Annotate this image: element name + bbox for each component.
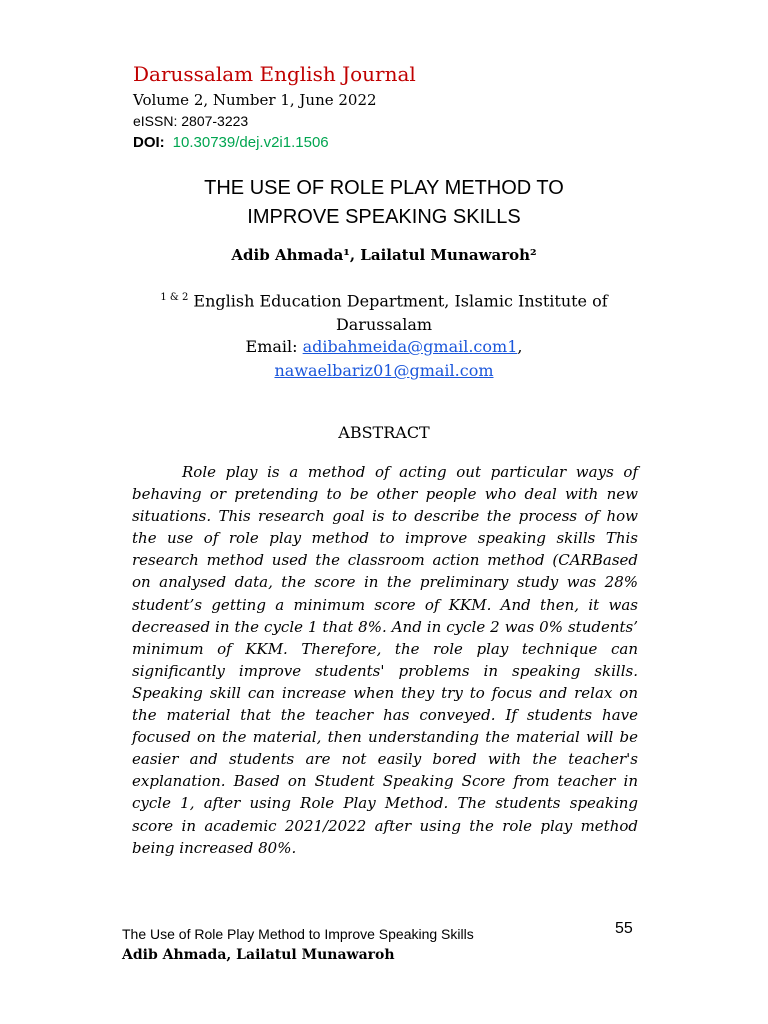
doi-line — [133, 134, 329, 151]
abstract-heading: ABSTRACT — [338, 423, 430, 442]
paper-title — [84, 174, 684, 232]
email-link-1[interactable]: adibahmeida@gmail.com1 — [302, 337, 518, 356]
footer-running-title: The Use of Role Play Method to Improve Speaking Skills — [122, 926, 474, 942]
paper-title-line-2: IMPROVE SPEAKING SKILLS — [247, 206, 521, 228]
email-label: Email: — [245, 337, 303, 356]
journal-name: Darussalam English Journal — [133, 62, 416, 86]
email-link-2[interactable]: nawaelbariz01@gmail.com — [274, 361, 494, 380]
doi-label: DOI: — [133, 134, 165, 151]
doi-link[interactable]: 10.30739/dej.v2i1.1506 — [172, 134, 329, 151]
footer-authors: Adib Ahmada, Lailatul Munawaroh — [122, 947, 395, 963]
abstract-body: Role play is a method of acting out particular ways of behaving or pretending to be other people who deal with new situations. This research goal is to describe the process of how the use of role play method to improve speaking skills This research method used the classroom action method (CARBased on analysed data, the score in the preliminary study was 28% student’s getting a minimum score of KKM. And then, it was decreased in the cycle 1 that 8%. And in cycle 2 was 0% students’ minimum of KKM. Therefore, the role play technique can significantly improve students' problems in speaking skills. Speaking skill can increase when they try to focus and relax on the material that the teacher has conveyed. If students have focused on the material, then understanding the material will be easier and students are not easily bored with the teacher's explanation. Based on Student Speaking Score from teacher in cycle 1, after using Role Play Method. The students speaking score in academic 2021/2022 after using the role play method being increased 80%. — [132, 463, 638, 857]
journal-eissn: eISSN: 2807-3223 — [133, 113, 249, 129]
email-separator: , — [517, 337, 523, 356]
author-emails — [84, 335, 684, 383]
affiliation-text: English Education Department, Islamic Institute of Darussalam — [188, 291, 608, 335]
affiliation-marker: 1 & 2 — [160, 292, 189, 303]
paper-authors: Adib Ahmada¹, Lailatul Munawaroh² — [231, 246, 537, 264]
paper-title-line-1: THE USE OF ROLE PLAY METHOD TO — [204, 177, 564, 199]
author-affiliation — [140, 286, 628, 337]
journal-volume: Volume 2, Number 1, June 2022 — [133, 91, 377, 109]
page-number: 55 — [615, 920, 633, 937]
